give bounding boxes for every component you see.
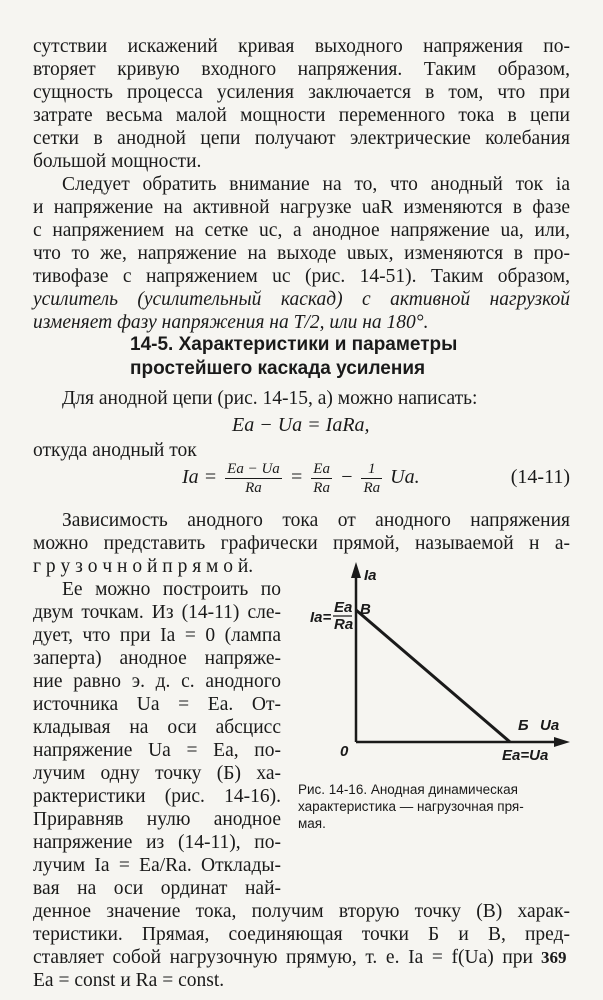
eq2-frac3-denominator: Rа <box>363 480 381 496</box>
origin-label: 0 <box>340 743 349 760</box>
text-line: Ее можно построить по <box>62 579 281 600</box>
ea-label: Ea=Ua <box>502 747 549 764</box>
text-line: тивофазе с напряжением uс (рис. 14-51). Таким образом, <box>33 266 570 287</box>
y-axis-arrow <box>351 562 361 578</box>
eq2-tail: Uа. <box>390 466 420 489</box>
text-line: денное значение тока, получим вторую точку (В) харак- <box>33 901 570 922</box>
section-title-line1: Характеристики и параметры <box>178 334 458 355</box>
text-line: большой мощности. <box>33 151 202 172</box>
point-v-label: В <box>360 601 371 618</box>
section-heading <box>130 333 550 357</box>
text-line: напряжение Uа = Eа, по- <box>33 740 281 761</box>
text-line: вторяет кривую входного напряжения. Таким образом, <box>33 59 570 80</box>
equation-1: Eа − Uа = IаRа, <box>232 414 370 436</box>
equation-2 <box>182 460 420 497</box>
text-line: заперта) анодное напряже- <box>33 648 281 669</box>
text-line: двум точкам. Из (14-11) сле- <box>33 602 281 623</box>
text-line: Eа = const и Rа = const. <box>33 970 225 991</box>
figure-caption-line: Рис. 14-16. Анодная динамическая <box>298 782 518 797</box>
y-axis-label: Ia <box>364 567 377 584</box>
text-line: источника Uа = Eа. От- <box>33 694 281 715</box>
load-line <box>356 610 510 742</box>
text-line: Приравняв нулю анодное <box>33 809 281 830</box>
eq2-frac2-denominator: Rа <box>313 480 330 496</box>
ia-fraction-numerator: Ea <box>334 599 353 616</box>
text-line: ставляет собой нагрузочную прямую, т. е. Iа = f(Uа) при <box>33 947 533 968</box>
text-line: затрате весьма малой мощности переменного тока в цепи <box>33 105 570 126</box>
ia-fraction-lhs: Ia= <box>310 609 332 626</box>
text-line: ние равно э. д. с. анодного <box>33 671 281 692</box>
text-line: откуда анодный ток <box>33 440 197 461</box>
text-line: лучим одну точку (Б) ха- <box>33 763 281 784</box>
text-line: теристики. Прямая, соединяющая точки Б и В, пред- <box>33 924 570 945</box>
text-line: усилитель (усилительный каскад) с активной нагрузкой <box>33 289 570 310</box>
equation-number: (14-11) <box>510 466 570 488</box>
text-line: дует, что при Iа = 0 (лампа <box>33 625 281 646</box>
text-line: Зависимость анодного тока от анодного напряжения <box>62 510 570 531</box>
eq2-frac3-numerator: 1 <box>361 460 382 479</box>
eq2-frac1-denominator: Rа <box>245 480 262 496</box>
x-axis-arrow <box>554 737 570 747</box>
eq2-lhs: Iа = <box>182 466 218 489</box>
ia-fraction-denominator: Ra <box>334 616 354 633</box>
eq2-fraction-1 <box>225 460 282 497</box>
text-line: г р у з о ч н о й п р я м о й. <box>33 556 254 577</box>
text-line: и напряжение на активной нагрузке uaR изменяются в фазе <box>33 197 570 218</box>
text-line: можно представить графически прямой, называемой н а- <box>33 533 570 554</box>
text-line: сетки в анодной цепи получают электрические колебания <box>33 128 570 149</box>
load-line-figure <box>300 558 580 778</box>
eq2-minus: − <box>339 466 354 489</box>
eq2-frac1-numerator: Eа − Uа <box>227 461 280 477</box>
x-axis-label: Ua <box>540 717 560 734</box>
text-line: Следует обратить внимание на то, что анодный ток iа <box>62 174 570 195</box>
text-line: напряжение из (14-11), по- <box>33 832 281 853</box>
eq2-equals: = <box>289 466 304 489</box>
text-line: с напряжением на сетке uс, а анодное напряжение uа, или, <box>33 220 570 241</box>
text-line: сущность процесса усиления заключается в том, что при <box>33 82 570 103</box>
text-line: Для анодной цепи (рис. 14-15, а) можно написать: <box>62 388 478 409</box>
eq2-frac2-numerator: Eа <box>313 461 330 477</box>
text-line: сутствии искажений кривая выходного напряжения по- <box>33 36 570 57</box>
page-number: 369 <box>541 948 567 967</box>
text-line: лучим Iа = Eа/Rа. Отклады- <box>33 855 281 876</box>
section-title-line2: простейшего каскада усиления <box>130 358 426 379</box>
text-line: рактеристики (рис. 14-16). <box>33 786 281 807</box>
point-b-label: Б <box>518 717 529 734</box>
figure-caption-line: мая. <box>298 816 326 831</box>
text-line: вая на оси ординат най- <box>33 878 281 899</box>
section-number: 14-5. <box>130 334 174 355</box>
eq2-fraction-2 <box>311 460 332 497</box>
eq2-fraction-3 <box>361 460 382 497</box>
text-line: кладывая на оси абсцисс <box>33 717 281 738</box>
figure-caption-line: характеристика — нагрузочная пря- <box>298 799 524 814</box>
text-line: изменяет фазу напряжения на T/2, или на 180°. <box>33 312 429 333</box>
text-line: что то же, напряжение на выходе uвых, изменяются в про- <box>33 243 570 264</box>
